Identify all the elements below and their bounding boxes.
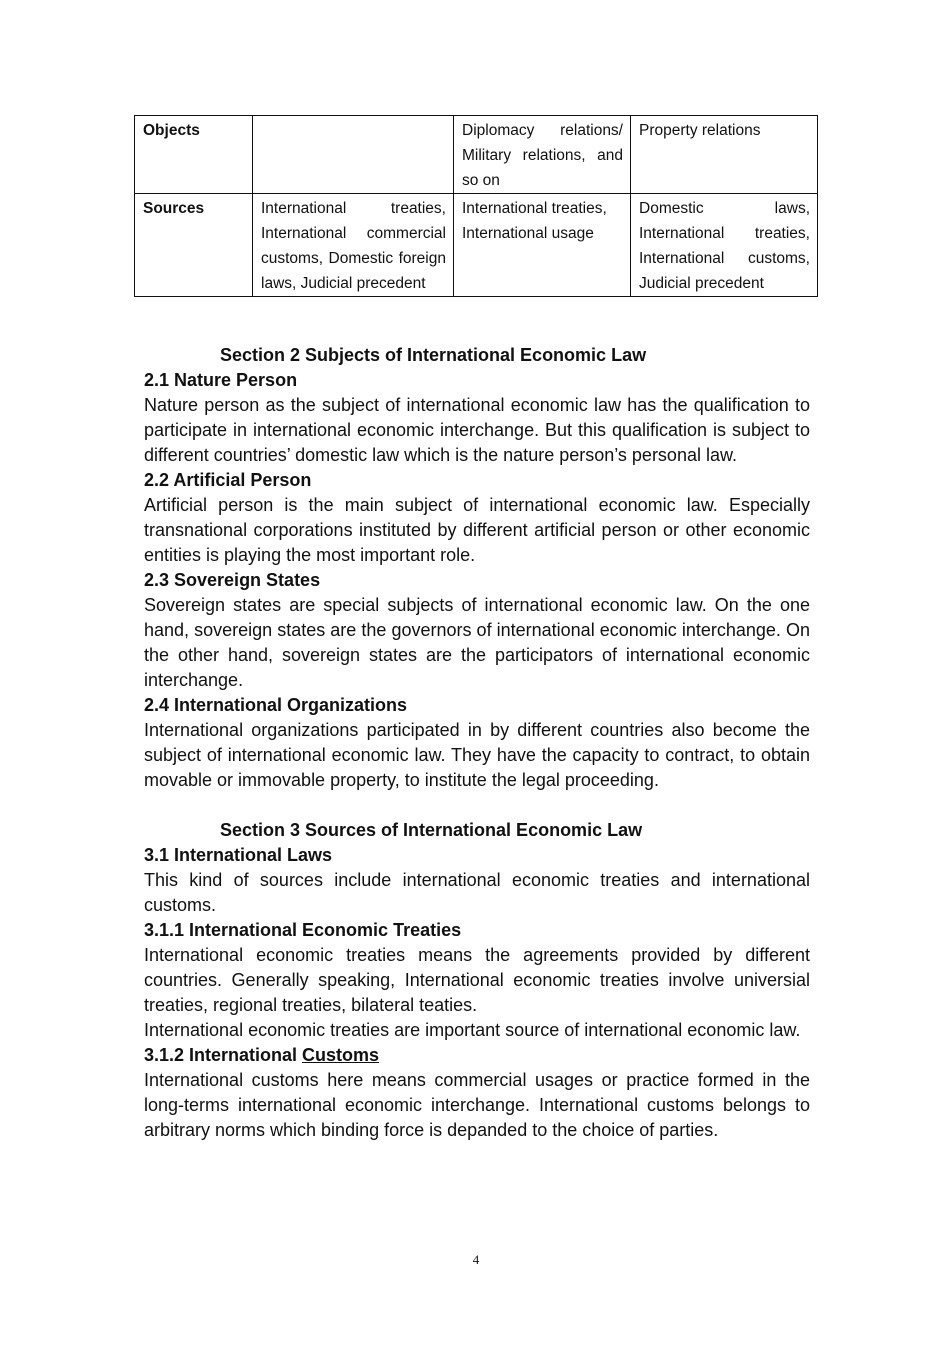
page-number: 4 [472,1252,480,1267]
heading-2-1: 2.1 Nature Person [144,370,298,390]
paragraph-3-1-1-a: International economic treaties means the agreements provided by different countries. Generally speaking, International economic treaties involve universial treaties, regional treaties, bilateral teaties. [144,945,810,1015]
paragraph-2-3: Sovereign states are special subjects of international economic law. On the one hand, sovereign states are the governors of international economic interchange. On the other hand, sovereign states are the participators of international economic interchange. [144,595,810,690]
comparison-table [134,115,818,297]
heading-3-1-2-prefix: 3.1.2 International [144,1045,303,1065]
table-row [135,194,818,297]
row-header-objects: Objects [135,116,253,194]
table-cell: Domestic laws, International treaties, International customs, Judicial precedent [631,194,818,297]
heading-3-1: 3.1 International Laws [144,845,333,865]
heading-2-2: 2.2 Artificial Person [144,470,312,490]
paragraph-2-4: International organizations participated in by different countries also become the subject of international economic law. They have the capacity to contract, to obtain movable or immovable property, to institute the legal proceeding. [144,720,810,790]
heading-3-1-2-underlined: Customs [302,1045,380,1065]
paragraph-3-1: This kind of sources include international economic treaties and international customs. [144,870,810,915]
paragraph-3-1-1-b: International economic treaties are important source of international economic law. [144,1020,801,1040]
table-cell: International treaties, International commercial customs, Domestic foreign laws, Judicial precedent [253,194,454,297]
row-header-sources: Sources [135,194,253,297]
table-cell: International treaties, International usage [454,194,631,297]
heading-3-1-2 [144,1043,810,1068]
paragraph-2-2: Artificial person is the main subject of international economic law. Especially transnational corporations instituted by different artificial person or other economic entities is playing the most important role. [144,495,810,565]
heading-2-4: 2.4 International Organizations [144,695,408,715]
section-2-title: Section 2 Subjects of International Economic Law [220,345,647,365]
table-cell: Diplomacy relations/ Military relations, and so on [454,116,631,194]
table-cell: Property relations [631,116,818,194]
section-3-title: Section 3 Sources of International Economic Law [220,820,643,840]
table-cell [253,116,454,194]
heading-3-1-1: 3.1.1 International Economic Treaties [144,920,462,940]
heading-2-3: 2.3 Sovereign States [144,570,321,590]
document-body [144,343,810,1143]
table-row [135,116,818,194]
section-spacer [144,793,810,818]
paragraph-2-1: Nature person as the subject of international economic law has the qualification to participate in international economic interchange. But this qualification is subject to different countries’ domestic law which is the nature person’s personal law. [144,395,810,465]
paragraph-3-1-2: International customs here means commercial usages or practice formed in the long-terms international economic interchange. International customs belongs to arbitrary norms which binding force is depanded to the choice of parties. [144,1070,810,1140]
